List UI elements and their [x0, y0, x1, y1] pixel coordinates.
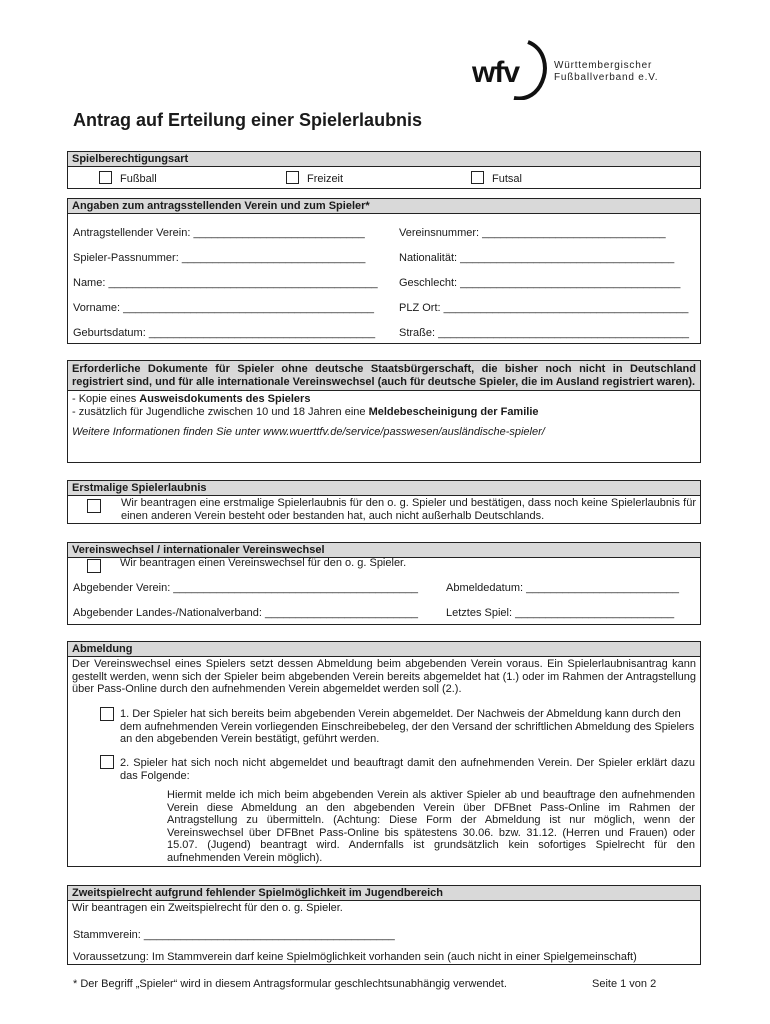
- erstmalig-header: Erstmalige Spielerlaubnis: [68, 481, 700, 496]
- futsal-label: Futsal: [492, 173, 522, 185]
- letztes-spiel-field[interactable]: Letztes Spiel: __________________________: [446, 607, 675, 619]
- dokumente-section: [67, 360, 701, 463]
- stammverein-field[interactable]: Stammverein: _________________________________________: [73, 929, 395, 941]
- angaben-section: [67, 198, 701, 344]
- erstmalig-text: Wir beantragen eine erstmalige Spielerlaubnis für den o. g. Spieler und bestätigen, dass noch keine Spielerlaubnis für einen anderen Verein besteht oder bestanden hat, auch nicht außerhalb Deutschlands.: [121, 497, 696, 522]
- abmeldung-option1-text: 1. Der Spieler hat sich bereits beim abgebenden Verein abgemeldet. Der Nachweis der Abmeldung kann durch den dem aufnehmenden Verein vorliegenden Einschreibebeleg, der den Versand der schriftlichen Abmeldung des Spielers an den abgebenden Verein bestätigt, geführt werden.: [120, 708, 695, 745]
- dokumente-item-melde: [72, 406, 696, 419]
- geschlecht-field[interactable]: Geschlecht: ____________________________________: [399, 277, 681, 289]
- name-field[interactable]: Name: ____________________________________________: [73, 277, 378, 289]
- freizeit-checkbox[interactable]: [286, 171, 299, 184]
- dokumente-info: Weitere Informationen finden Sie unter www.wuerttfv.de/service/passwesen/ausländische-spieler/: [72, 426, 545, 438]
- abmeldung-intro: Der Vereinswechsel eines Spielers setzt dessen Abmeldung beim abgebenden Verein voraus. Ein Spielerlaubnisantrag kann gestellt werden, wenn sich der Spieler beim abgebenden Verein bereits abgemeldet hat (1.) oder im Rahmen der Antragstellung über Pass-Online durch den aufnehmenden Verein abgemeldet werden soll (2.).: [72, 658, 696, 695]
- zweitspielrecht-text: Wir beantragen ein Zweitspielrecht für den o. g. Spieler.: [72, 902, 343, 914]
- erstmalig-section: [67, 480, 701, 524]
- wechsel-text: Wir beantragen einen Vereinswechsel für den o. g. Spieler.: [120, 557, 407, 569]
- logo-mark-text: wfv: [472, 56, 520, 89]
- freizeit-label: Freizeit: [307, 173, 344, 185]
- wfv-logo-icon: [470, 38, 550, 100]
- antragstellender-verein-field[interactable]: Antragstellender Verein: ____________________________: [73, 227, 365, 239]
- abmeldung-option1-checkbox[interactable]: [100, 707, 114, 721]
- erstmalig-checkbox[interactable]: [87, 499, 101, 513]
- abmeldung-option2-checkbox[interactable]: [100, 755, 114, 769]
- abmeldedatum-field[interactable]: Abmeldedatum: _________________________: [446, 582, 680, 594]
- page-title: Antrag auf Erteilung einer Spielerlaubnis: [73, 110, 423, 130]
- abgebender-verein-field[interactable]: Abgebender Verein: ________________________________________: [73, 582, 419, 594]
- fussball-checkbox[interactable]: [99, 171, 112, 184]
- zweitspielrecht-header: Zweitspielrecht aufgrund fehlender Spielmöglichkeit im Jugendbereich: [68, 886, 700, 901]
- wechsel-header: Vereinswechsel / internationaler Vereinswechsel: [68, 543, 700, 558]
- futsal-checkbox[interactable]: [471, 171, 484, 184]
- plz-ort-field[interactable]: PLZ Ort: ________________________________________: [399, 302, 689, 314]
- spielberechtigung-header: Spielberechtigungsart: [68, 152, 700, 167]
- footer-note: * Der Begriff „Spieler“ wird in diesem Antragsformular geschlechtsunabhängig verwendet.: [73, 978, 507, 990]
- dokumente-item-ausweis-pre: - Kopie eines: [72, 393, 140, 405]
- dokumente-item-ausweis-bold: Ausweisdokuments des Spielers: [139, 393, 311, 405]
- abmeldung-declaration: Hiermit melde ich mich beim abgebenden Verein als aktiver Spieler ab und beauftrage den aufnehmenden Verein diese Abmeldung an den abgebenden Verein über DFBnet Pass-Online im Rahmen der Antragstellung zu übermitteln. (Achtung: Diese Form der Abmeldung ist nur möglich, wenn der Vereinswechsel über DFBnet Pass-Online bis spätestens 30.06. bzw. 31.12. (Herren und Frauen) oder 15.07. (Jugend) beantragt wird. Andernfalls ist grundsätzlich kein sofortiges Spielrecht für den aufnehmenden Verein möglich).: [167, 789, 695, 864]
- logo-text: [554, 60, 658, 84]
- dokumente-list: [68, 391, 700, 439]
- dokumente-item-melde-bold: Meldebescheinigung der Familie: [368, 405, 539, 418]
- spieler-passnummer-field[interactable]: Spieler-Passnummer: ______________________________: [73, 252, 366, 264]
- dokumente-item-ausweis: [72, 393, 696, 406]
- dokumente-header: Erforderliche Dokumente für Spieler ohne deutsche Staatsbürgerschaft, die bisher noch nicht in Deutschland registriert sind, und für alle internationale Vereinswechsel (auch für deutsche Spieler, die im Ausland registriert waren).: [68, 361, 700, 391]
- page-number: Seite 1 von 2: [592, 978, 657, 990]
- wechsel-checkbox[interactable]: [87, 559, 101, 573]
- angaben-header: Angaben zum antragsstellenden Verein und zum Spieler*: [68, 199, 700, 214]
- dokumente-item-melde-pre: - zusätzlich für Jugendliche zwischen 10 und 18 Jahren eine: [72, 405, 369, 418]
- vereinsnummer-field[interactable]: Vereinsnummer: ______________________________: [399, 227, 666, 239]
- vorname-field[interactable]: Vorname: _________________________________________: [73, 302, 374, 314]
- geburtsdatum-field[interactable]: Geburtsdatum: _____________________________________: [73, 327, 376, 339]
- strasse-field[interactable]: Straße: _________________________________________: [399, 327, 689, 339]
- abmeldung-option2-text: 2. Spieler hat sich noch nicht abgemeldet und beauftragt damit den aufnehmenden Verein. Der Spieler erklärt dazu das Folgende:: [120, 757, 695, 782]
- nationalitaet-field[interactable]: Nationalität: ___________________________________: [399, 252, 675, 264]
- logo-line1: Württembergischer: [554, 60, 653, 71]
- voraussetzung-text: Voraussetzung: Im Stammverein darf keine Spielmöglichkeit vorhanden sein (auch nicht in einer Spielgemeinschaft): [73, 951, 637, 963]
- fussball-label: Fußball: [120, 173, 157, 185]
- logo-line2: Fußballverband e.V.: [554, 72, 659, 83]
- landesverband-field[interactable]: Abgebender Landes-/Nationalverband: _________________________: [73, 607, 418, 619]
- abmeldung-header: Abmeldung: [68, 642, 700, 657]
- spielberechtigung-section: [67, 151, 701, 189]
